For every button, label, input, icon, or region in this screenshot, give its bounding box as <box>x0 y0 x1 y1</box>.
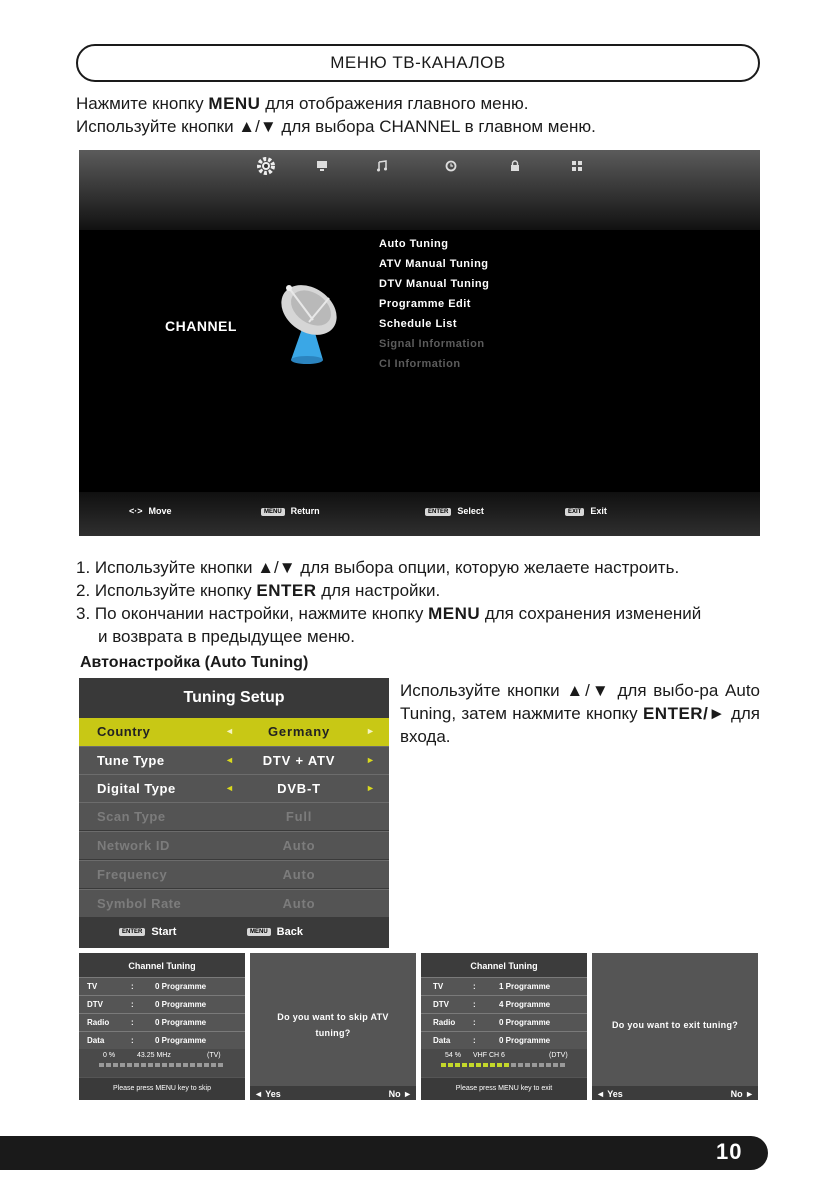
enter-key-icon: ENTER <box>425 508 451 516</box>
hint-bar <box>79 492 760 536</box>
progress-percent: 54 % <box>445 1052 461 1059</box>
hint-select-label: Select <box>457 506 484 516</box>
progress-type: (TV) <box>207 1052 221 1059</box>
menu-key-label: MENU <box>428 604 481 623</box>
row-label: Data <box>433 1036 451 1045</box>
row-label: Digital Type <box>97 781 176 796</box>
enter-key-label: ENTER/► <box>642 704 726 723</box>
row-value: DVB-T <box>277 781 321 796</box>
channel-tuning-screen-dtv <box>421 953 587 1100</box>
row-separator: : <box>131 1000 134 1009</box>
enter-key-icon: ENTER <box>119 928 145 936</box>
screen-title: Channel Tuning <box>79 953 245 977</box>
hint-return <box>261 506 320 516</box>
gear-icon[interactable] <box>255 155 277 177</box>
top-icon-bar <box>79 150 760 230</box>
row-label: Radio <box>433 1018 456 1027</box>
row-value: 0 Programme <box>155 1018 207 1027</box>
hint-move <box>129 506 172 516</box>
row-separator: : <box>473 1018 476 1027</box>
step-1: 1. Используйте кнопки ▲/▼ для выбора опции, которую желаете настроить. <box>76 558 680 577</box>
row-label: DTV <box>87 1000 103 1009</box>
step-text: для сохранения изменений <box>480 604 702 623</box>
row-separator: : <box>473 982 476 991</box>
screen-note: Please press MENU key to skip <box>79 1078 245 1100</box>
hint-return-label: Return <box>290 506 320 516</box>
enter-key-label: ENTER <box>256 581 317 600</box>
description-text: Используйте кнопки ▲/▼ для выбо-ра Auto Tuning, затем нажмите кнопку <box>400 681 760 723</box>
row-separator: : <box>131 982 134 991</box>
arrow-right-icon[interactable]: ► <box>366 755 375 765</box>
arrow-right-icon[interactable]: ► <box>366 783 375 793</box>
row-value: 0 Programme <box>499 1036 551 1045</box>
auto-tuning-heading: Автонастройка (Auto Tuning) <box>80 654 309 671</box>
row-digital-type[interactable] <box>79 774 389 802</box>
row-frequency <box>79 860 389 888</box>
row-label: Country <box>97 724 151 739</box>
intro-line-2: Используйте кнопки ▲/▼ для выбора CHANNEL в главном меню. <box>76 117 596 136</box>
screen-title: Channel Tuning <box>421 953 587 977</box>
row-separator: : <box>473 1036 476 1045</box>
tuning-setup-footer <box>79 918 389 948</box>
tuning-setup-title: Tuning Setup <box>79 678 389 718</box>
dialog-question: Do you want to exit tuning? <box>611 1020 739 1030</box>
yes-button[interactable]: ◄ Yes <box>596 1089 623 1099</box>
hint-exit-label: Exit <box>590 506 607 516</box>
row-tune-type[interactable] <box>79 746 389 774</box>
row-value: Germany <box>268 724 330 739</box>
row-value: 0 Programme <box>499 1018 551 1027</box>
no-button[interactable]: No ► <box>388 1089 412 1099</box>
menu-key-label: MENU <box>208 94 261 113</box>
hint-start <box>119 926 176 938</box>
step-2 <box>76 579 701 602</box>
row-label: TV <box>87 982 98 991</box>
progress-frequency: 43.25 MHz <box>137 1052 171 1059</box>
tuning-row-radio <box>421 1013 587 1031</box>
menu-item-schedule-list[interactable]: Schedule List <box>379 318 458 330</box>
screen-note: Please press MENU key to exit <box>421 1078 587 1100</box>
row-symbol-rate <box>79 889 389 917</box>
arrow-left-icon[interactable]: ◄ <box>225 755 234 765</box>
menu-key-icon: MENU <box>261 508 285 516</box>
auto-tuning-description <box>400 679 760 748</box>
hint-back <box>247 926 303 938</box>
row-network-id <box>79 831 389 859</box>
tuning-progress <box>79 1049 245 1077</box>
menu-key-icon: MENU <box>247 928 271 936</box>
row-separator: : <box>131 1036 134 1045</box>
row-value: Auto <box>282 896 316 911</box>
row-country[interactable] <box>79 718 389 746</box>
music-icon[interactable] <box>376 160 388 172</box>
arrow-left-icon[interactable]: ◄ <box>225 726 234 736</box>
row-value: 0 Programme <box>155 1000 207 1009</box>
channel-tuning-screen-atv <box>79 953 245 1100</box>
yes-button[interactable]: ◄ Yes <box>254 1089 281 1099</box>
hint-exit <box>565 506 607 516</box>
intro-text: для отображения главного меню. <box>260 94 529 113</box>
tuning-row-data <box>79 1031 245 1049</box>
row-separator: : <box>131 1018 134 1027</box>
exit-tuning-dialog <box>592 953 758 1100</box>
row-value: DTV + ATV <box>262 753 336 768</box>
tuning-row-tv <box>421 977 587 995</box>
section-title: МЕНЮ ТВ-КАНАЛОВ <box>330 53 506 72</box>
row-label: Data <box>87 1036 105 1045</box>
tuning-row-data <box>421 1031 587 1049</box>
step-text: 2. Используйте кнопку <box>76 581 257 600</box>
steps-list <box>76 556 701 648</box>
step-text: 3. По окончании настройки, нажмите кнопку <box>76 604 429 623</box>
no-button[interactable]: No ► <box>730 1089 754 1099</box>
intro-line-1 <box>76 92 528 115</box>
section-header <box>76 44 760 82</box>
progress-frequency: VHF CH 6 <box>473 1052 505 1059</box>
satellite-dish-icon <box>269 278 349 368</box>
lock-icon[interactable] <box>509 160 521 172</box>
row-label: Network ID <box>97 838 170 853</box>
row-label: Scan Type <box>97 809 166 824</box>
step-text: для настройки. <box>316 581 441 600</box>
tuning-row-dtv <box>421 995 587 1013</box>
step-3 <box>76 602 701 625</box>
row-value: 1 Programme <box>499 982 551 991</box>
row-label: Radio <box>87 1018 110 1027</box>
hint-move-label: Move <box>148 506 172 516</box>
tv-channel-menu <box>79 150 760 536</box>
progress-percent: 0 % <box>103 1052 116 1059</box>
clock-icon[interactable] <box>445 160 457 172</box>
description-text: для входа. <box>400 704 760 746</box>
tuning-row-radio <box>79 1013 245 1031</box>
arrow-right-icon[interactable]: ► <box>366 726 375 736</box>
page-number: 10 <box>716 1139 743 1164</box>
page-footer-bar <box>0 1136 768 1170</box>
row-label: Frequency <box>97 867 168 882</box>
progress-bar-fill <box>441 1063 509 1067</box>
row-value: Auto <box>282 867 316 882</box>
intro-text: Нажмите кнопку <box>76 94 209 113</box>
skip-atv-dialog <box>250 953 416 1100</box>
dialog-question: Do you want to skip ATV tuning? <box>277 1012 389 1038</box>
menu-item-atv-manual-tuning[interactable]: ATV Manual Tuning <box>379 258 489 270</box>
row-value: Full <box>285 809 313 824</box>
hint-start-label: Start <box>151 926 177 938</box>
row-label: Tune Type <box>97 753 165 768</box>
apps-icon[interactable] <box>571 160 583 172</box>
row-label: Symbol Rate <box>97 896 182 911</box>
row-value: 0 Programme <box>155 1036 207 1045</box>
channel-section-label: CHANNEL <box>165 318 237 334</box>
row-scan-type <box>79 802 389 830</box>
progress-bar <box>99 1063 225 1067</box>
tuning-row-dtv <box>79 995 245 1013</box>
hint-select <box>425 506 484 516</box>
row-value: 0 Programme <box>155 982 207 991</box>
progress-type: (DTV) <box>549 1052 568 1059</box>
menu-item-ci-information: CI Information <box>379 358 461 370</box>
menu-item-dtv-manual-tuning[interactable]: DTV Manual Tuning <box>379 278 490 290</box>
tuning-setup-panel <box>79 678 389 948</box>
row-separator: : <box>473 1000 476 1009</box>
row-value: Auto <box>282 838 316 853</box>
row-value: 4 Programme <box>499 1000 551 1009</box>
tuning-progress <box>421 1049 587 1077</box>
monitor-icon[interactable] <box>316 160 328 172</box>
menu-item-signal-information: Signal Information <box>379 338 485 350</box>
row-label: DTV <box>433 1000 449 1009</box>
exit-key-icon: EXIT <box>565 508 584 516</box>
step-3-continued: и возврата в предыдущее меню. <box>98 627 355 646</box>
menu-item-auto-tuning[interactable]: Auto Tuning <box>379 238 449 250</box>
row-label: TV <box>433 982 444 991</box>
move-arrows-icon: <·> <box>129 506 143 516</box>
tuning-row-tv <box>79 977 245 995</box>
arrow-left-icon[interactable]: ◄ <box>225 783 234 793</box>
menu-item-programme-edit[interactable]: Programme Edit <box>379 298 471 310</box>
hint-back-label: Back <box>276 926 303 938</box>
